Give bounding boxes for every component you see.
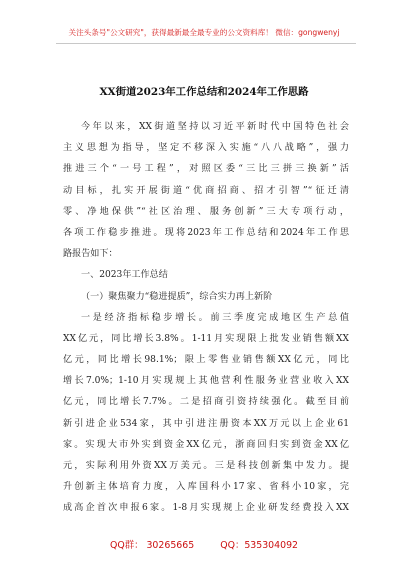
body-line: 成高企首次申报6家。1-8月实现规上企业研发经费投入XX: [63, 503, 349, 514]
section-heading: 一、2023年工作总结: [81, 270, 168, 281]
header-banner: 关注头条号"公文研究"，获得最新最全最专业的公文资料库！ 微信：gongwenyj: [68, 28, 340, 37]
body-line: XX亿元，同比增长3.8%。1-11月实现限上批发业销售额XX: [63, 333, 349, 344]
footer-contact: [0, 537, 408, 551]
body-line: 一是经济指标稳步增长。前三季度完成地区生产总值: [81, 312, 349, 323]
body-line: 亿元，同比增长98.1%；限上零售业销售额XX亿元，同比: [63, 355, 349, 366]
document-body: [63, 117, 349, 520]
body-line: 各项工作稳步推进。现将2023年工作总结和2024年工作思: [63, 227, 349, 238]
body-line: 亿元，同比增长7.7%。二是招商引资持续强化。截至目前: [63, 397, 349, 408]
header-divider: [56, 43, 356, 44]
body-line: 推进三个“一号工程”，对照区委“三比三拼三换新”活: [63, 164, 349, 175]
body-line: 主义思想为指导，坚定不移深入实施“八八战略”，强力: [63, 143, 349, 154]
body-line: 今年以来，XX街道坚持以习近平新时代中国特色社会: [81, 122, 349, 132]
body-line: 元，实际利用外资XX万美元。三是科技创新集中发力。提: [63, 461, 349, 471]
body-line: 新引进企业534家，其中引进注册资本XX万元以上企业61: [63, 418, 349, 429]
body-line: 家。实现大市外实到资金XX亿元，浙商回归实到资金XX亿: [63, 439, 349, 450]
subsection-heading: （一）聚焦聚力“稳进提质”，综合实力再上新阶: [81, 291, 273, 302]
body-line: 增长7.0%；1-10月实现规上其他营利性服务业营业收入XX: [63, 376, 349, 387]
body-line: 升创新主体培育力度，入库国科小17家、省科小10家，完: [63, 482, 349, 493]
footer-qq: QQ：535304092: [220, 540, 299, 551]
body-line: 路报告如下：: [63, 249, 118, 260]
body-line: 零、净地保供”“社区治理、服务创新”三大专项行动，: [63, 206, 349, 217]
document-title: XX街道2023年工作总结和2024年工作思路: [99, 86, 309, 98]
footer-qq-group: QQ群： 30265665: [109, 540, 195, 551]
body-line: 动目标，扎实开展街道“优商招商、招才引智”“征迁清: [63, 185, 349, 196]
